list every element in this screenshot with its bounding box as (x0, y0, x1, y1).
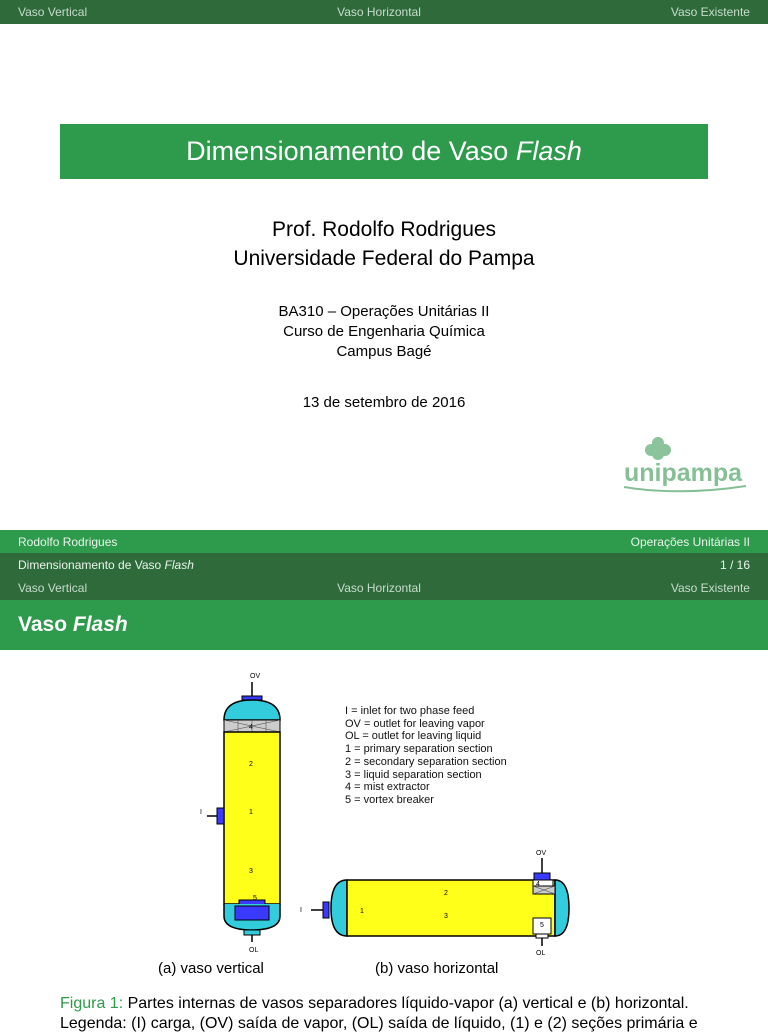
campus-name: Campus Bagé (336, 343, 432, 360)
label-4-horizontal: 4 (536, 881, 540, 888)
slide-title-text: Dimensionamento de Vaso (186, 136, 516, 166)
footer-page-number: 1 / 16 (719, 557, 750, 572)
legend-item: OL = outlet for leaving liquid (345, 730, 482, 743)
label-ol-horizontal: OL (536, 950, 546, 957)
label-i-horizontal: I (300, 907, 302, 914)
slide-title-emphasis: Flash (515, 136, 582, 166)
nav-item-vaso-horizontal[interactable]: Vaso Horizontal (337, 581, 421, 595)
slide-title-box (60, 124, 708, 179)
section-nav-slide2 (0, 576, 768, 600)
footer-course: Operações Unitárias II (630, 534, 750, 549)
author-name: Prof. Rodolfo Rodrigues (271, 218, 497, 241)
legend-item: 2 = secondary separation section (345, 755, 507, 768)
course-code: BA310 – Operações Unitárias II (278, 303, 490, 320)
footer-title-emphasis: Flash (164, 557, 194, 572)
nav-item-vaso-existente[interactable]: Vaso Existente (670, 5, 750, 19)
label-3-vertical: 3 (249, 868, 253, 875)
legend-item: 3 = liquid separation section (345, 768, 482, 781)
program-name: Curso de Engenharia Química (283, 323, 485, 340)
label-4-vertical: 4 (249, 724, 253, 731)
label-2-horizontal: 2 (444, 890, 448, 897)
slide-title (186, 136, 582, 167)
horizontal-vessel (300, 850, 569, 957)
figure-caption (60, 994, 710, 1034)
label-ol-vertical: OL (249, 947, 259, 954)
legend-item: 4 = mist extractor (345, 781, 430, 794)
course-block (0, 302, 768, 362)
label-ov-horizontal: OV (536, 850, 547, 857)
footer-author: Rodolfo Rodrigues (18, 534, 118, 549)
label-1-vertical: 1 (249, 809, 253, 816)
logo-wordmark: unipampa (624, 459, 743, 487)
footer-title (18, 558, 194, 572)
author-block (0, 215, 768, 273)
figure-legend (345, 705, 507, 807)
legend-item: I = inlet for two phase feed (345, 705, 475, 717)
caption-label: Figura 1: (60, 995, 124, 1012)
label-i-vertical: I (200, 809, 202, 816)
caption-line2: Legenda: (I) carga, (OV) saída de vapor, (OL) saída de líquido, (1) e (2) seções primária e (60, 1015, 698, 1032)
legend-item: 5 = vortex breaker (345, 793, 434, 806)
label-ov-vertical: OV (250, 673, 261, 680)
nav-item-vaso-vertical[interactable]: Vaso Vertical (18, 5, 88, 19)
footer-title-bar (0, 553, 768, 576)
institution-name: Universidade Federal do Pampa (233, 247, 535, 270)
subcaption-horizontal: (b) vaso horizontal (375, 960, 499, 977)
section-nav-top (0, 0, 768, 24)
nav-item-vaso-existente[interactable]: Vaso Existente (670, 581, 750, 595)
caption-text: Partes internas de vasos separadores líquido-vapor (a) vertical e (b) horizontal. (123, 995, 689, 1012)
footer-info-bar (0, 530, 768, 553)
label-3-horizontal: 3 (444, 913, 448, 920)
unipampa-logo (620, 434, 750, 500)
label-5-vertical: 5 (253, 895, 257, 902)
label-1-horizontal: 1 (360, 908, 364, 915)
frame-title (0, 600, 768, 650)
frame-title-text: Vaso (18, 613, 68, 636)
legend-item: OV = outlet for leaving vapor (345, 717, 485, 730)
subcaption-vertical: (a) vaso vertical (158, 960, 264, 977)
vertical-vessel (200, 673, 280, 954)
legend-item: 1 = primary separation section (345, 743, 493, 756)
label-2-vertical: 2 (249, 761, 253, 768)
presentation-date: 13 de setembro de 2016 (302, 394, 466, 411)
label-5-horizontal: 5 (540, 922, 544, 929)
footer-title-text: Dimensionamento de Vaso (18, 557, 165, 572)
nav-item-vaso-vertical[interactable]: Vaso Vertical (18, 581, 88, 595)
nav-item-vaso-horizontal[interactable]: Vaso Horizontal (337, 5, 421, 19)
frame-title-emphasis: Flash (72, 613, 128, 636)
